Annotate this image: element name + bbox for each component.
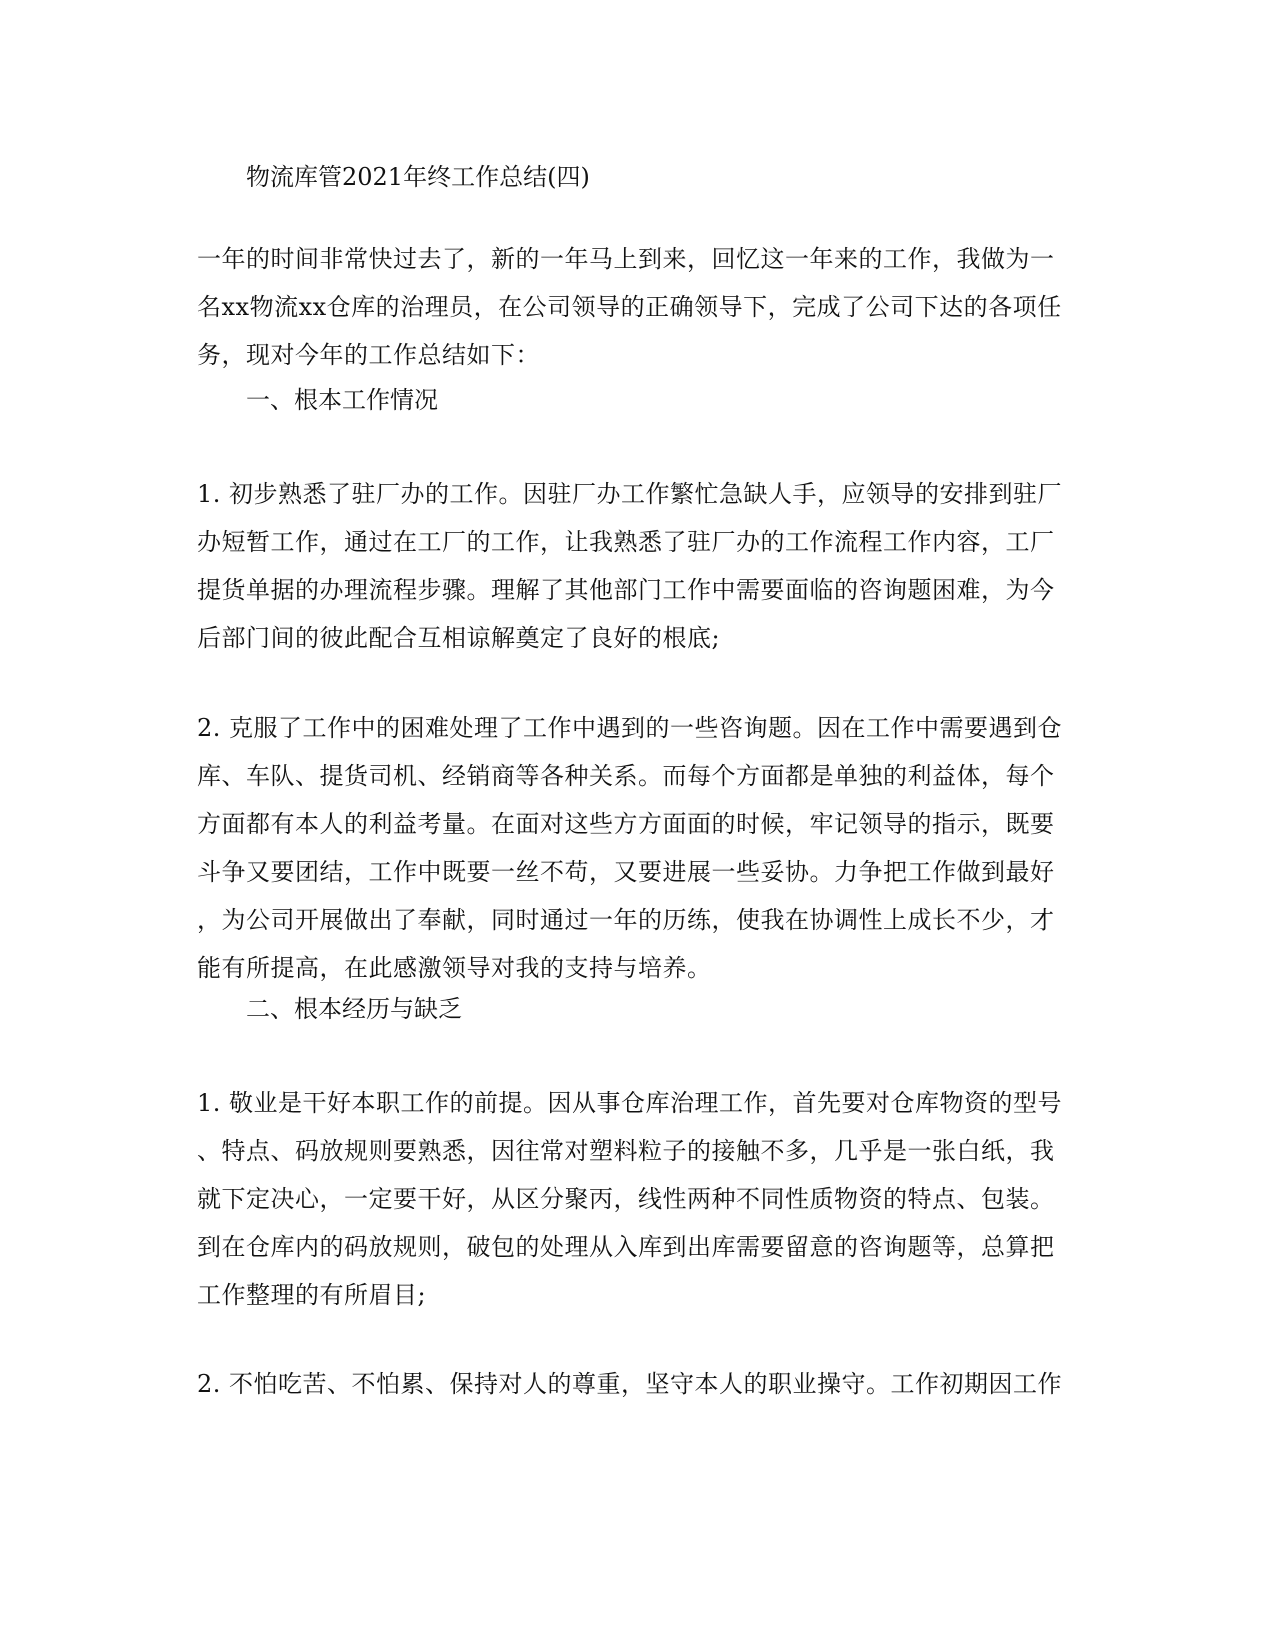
paragraph-line: 一年的时间非常快过去了，新的一年马上到来，回忆这一年来的工作，我做为一 [197, 245, 1055, 273]
section2-item2-paragraph [197, 1360, 1077, 1408]
paragraph-line: 名xx物流xx仓库的治理员，在公司领导的正确领导下，完成了公司下达的各项任 [197, 293, 1062, 321]
paragraph-line: 后部门间的彼此配合互相谅解奠定了良好的根底; [197, 624, 721, 652]
paragraph-line: 2. 不怕吃苦、不怕累、保持对人的尊重，坚守本人的职业操守。工作初期因工作 [197, 1370, 1063, 1398]
paragraph-line: 到在仓库内的码放规则，破包的处理从入库到出库需要留意的咨询题等，总算把 [197, 1233, 1055, 1261]
document-title: 物流库管2021年终工作总结(四) [246, 163, 590, 191]
paragraph-line: 务，现对今年的工作总结如下： [197, 341, 540, 369]
paragraph-line: 能有所提高，在此感激领导对我的支持与培养。 [197, 954, 712, 982]
paragraph-line: 提货单据的办理流程步骤。理解了其他部门工作中需要面临的咨询题困难，为今 [197, 576, 1055, 604]
section-heading-1: 一、根本工作情况 [246, 386, 438, 414]
paragraph-line: 斗争又要团结，工作中既要一丝不苟，又要进展一些妥协。力争把工作做到最好 [197, 858, 1055, 886]
paragraph-line: 方面都有本人的利益考量。在面对这些方方面面的时候，牢记领导的指示，既要 [197, 810, 1055, 838]
paragraph-line: 工作整理的有所眉目; [197, 1281, 427, 1309]
paragraph-line: 、特点、码放规则要熟悉，因往常对塑料粒子的接触不多，几乎是一张白纸，我 [197, 1137, 1055, 1165]
intro-paragraph [197, 235, 1077, 379]
section2-item1-paragraph [197, 1079, 1077, 1319]
paragraph-line: ，为公司开展做出了奉献，同时通过一年的历练，使我在协调性上成长不少，才 [197, 906, 1055, 934]
paragraph-line: 就下定决心，一定要干好，从区分聚丙，线性两种不同性质物资的特点、包装。 [197, 1185, 1055, 1213]
section1-item2-paragraph [197, 704, 1077, 992]
paragraph-line: 1. 初步熟悉了驻厂办的工作。因驻厂办工作繁忙急缺人手，应领导的安排到驻厂 [197, 480, 1063, 508]
section1-item1-paragraph [197, 470, 1077, 662]
paragraph-line: 2. 克服了工作中的困难处理了工作中遇到的一些咨询题。因在工作中需要遇到仓 [197, 714, 1063, 742]
paragraph-line: 1. 敬业是干好本职工作的前提。因从事仓库治理工作，首先要对仓库物资的型号 [197, 1089, 1063, 1117]
paragraph-line: 库、车队、提货司机、经销商等各种关系。而每个方面都是单独的利益体，每个 [197, 762, 1055, 790]
section-heading-2: 二、根本经历与缺乏 [246, 995, 462, 1023]
paragraph-line: 办短暂工作，通过在工厂的工作，让我熟悉了驻厂办的工作流程工作内容，工厂 [197, 528, 1055, 556]
